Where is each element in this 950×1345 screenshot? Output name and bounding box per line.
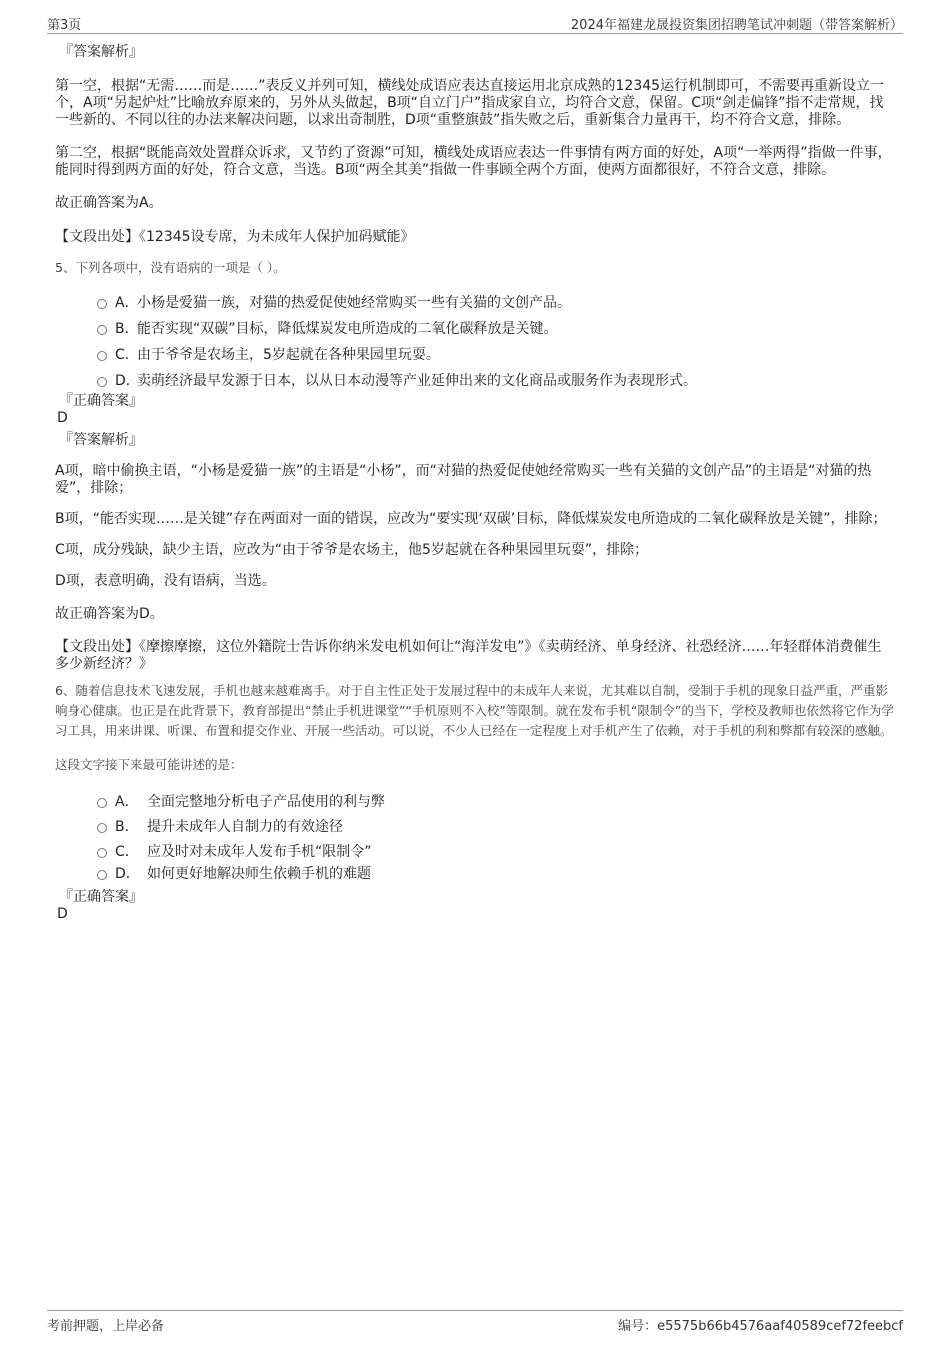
document-body [55, 44, 895, 923]
q5-option-a[interactable]: A．小杨是爱猫一族，对猫的热爱促使她经常购买一些有关猫的文创产品。 [55, 293, 895, 313]
radio-icon[interactable] [97, 870, 107, 880]
radio-icon[interactable] [97, 325, 107, 335]
q4-source: 【文段出处】《12345设专席，为未成年人保护加码赋能》 [55, 229, 415, 245]
q5-analysis-d: D项，表意明确，没有语病，当选。 [55, 573, 276, 589]
q5-analysis-label: 『答案解析』 [59, 432, 143, 448]
q4-analysis-para1: 第一空，根据“无需……而是……”表反义并列可知，横线处成语应表达直接运用北京成熟的12345运行机制即可，不需要再重新设立一个，A项“另起炉灶”比喻放弃原来的，另外从头做起，B项“自立门户”指成家自立，均符合文意，保留。C项“剑走偏锋”指不走常规，找一些新的、不同以往的办法来解决问题，以求出奇制胜，D项“重整旗鼓”指失败之后，重新集合力量再干，均不符合文意，排除。 [55, 78, 885, 128]
q5-option-b[interactable]: B．能否实现“双碳”目标，降低煤炭发电所造成的二氧化碳释放是关键。 [55, 319, 895, 339]
q5-answer: D [57, 410, 68, 426]
document-title: 2024年福建龙晟投资集团招聘笔试冲刺题（带答案解析） [570, 18, 903, 33]
q6-options [55, 792, 895, 884]
page-footer [47, 1310, 903, 1333]
q6-passage: 6、随着信息技术飞速发展，手机也越来越难离手。对于自主性正处于发展过程中的未成年人来说，尤其难以自制，受制于手机的现象日益严重，严重影响身心健康。也正是在此背景下，教育部提出“禁止手机进课堂”“手机原则不入校”等限制。就在发布手机“限制令”的当下，学校及教师也依然将它作为学习工具，用来讲课、听课、布置和提交作业、开展一些活动。可以说，不少人已经在一定程度上对手机产生了依赖，对于手机的利和弊都有较深的感触。 [55, 683, 894, 738]
q4-analysis-label: 『答案解析』 [59, 44, 143, 60]
radio-icon[interactable] [97, 798, 107, 808]
q5-option-c[interactable]: C．由于爷爷是农场主，5岁起就在各种果园里玩耍。 [55, 345, 895, 365]
radio-icon[interactable] [97, 299, 107, 309]
q6-option-c[interactable]: C． 应及时对未成年人发布手机“限制令” [55, 842, 895, 862]
q6-option-b[interactable]: B． 提升未成年人自制力的有效途径 [55, 817, 895, 837]
radio-icon[interactable] [97, 823, 107, 833]
q6-answer: D [57, 906, 68, 922]
radio-icon[interactable] [97, 351, 107, 361]
page-number: 第3页 [47, 18, 82, 33]
q6-option-a[interactable]: A． 全面完整地分析电子产品使用的利与弊 [55, 792, 895, 812]
q6-option-d[interactable]: D． 如何更好地解决师生依赖手机的难题 [55, 864, 895, 884]
q5-option-d[interactable]: D．卖萌经济最早发源于日本，以从日本动漫等产业延伸出来的文化商品或服务作为表现形式。 [55, 371, 895, 391]
q5-answer-label: 『正确答案』 [59, 393, 143, 409]
q6-answer-label: 『正确答案』 [59, 889, 143, 905]
q5-analysis-b: B项，“能否实现……是关键”存在两面对一面的错误，应改为“要实现‘双碳’目标，降低煤炭发电所造成的二氧化碳释放是关键”，排除； [55, 511, 887, 527]
q4-analysis-para2: 第二空，根据“既能高效处置群众诉求，又节约了资源”可知，横线处成语应表达一件事情有两方面的好处，A项“一举两得”指做一件事，能同时得到两方面的好处，符合文意，当选。B项“两全其美”指做一件事顾全两个方面，使两方面都很好，不符合文意，排除。 [55, 145, 892, 178]
radio-icon[interactable] [97, 377, 107, 387]
q5-source: 【文段出处】《摩擦摩擦，这位外籍院士告诉你纳米发电机如何让“海洋发电”》《卖萌经济、单身经济、社恐经济……年轻群体消费催生多少新经济？》 [55, 639, 882, 672]
q5-analysis-a: A项，暗中偷换主语，“小杨是爱猫一族”的主语是“小杨”，而“对猫的热爱促使她经常购买一些有关猫的文创产品”的主语是“对猫的热爱”，排除； [55, 463, 872, 496]
q5-analysis-c: C项，成分残缺，缺少主语，应改为“由于爷爷是农场主，他5岁起就在各种果园里玩耍”，排除； [55, 542, 649, 558]
q5-conclusion: 故正确答案为D。 [55, 606, 164, 622]
q5-question: 5、下列各项中，没有语病的一项是（ ）。 [55, 260, 286, 275]
page-header [47, 13, 903, 34]
radio-icon[interactable] [97, 848, 107, 858]
document-id: 编号：e5575b66b4576aaf40589cef72feebcf [618, 1319, 903, 1334]
q5-options [55, 293, 895, 391]
footer-slogan: 考前押题，上岸必备 [47, 1319, 165, 1334]
q6-question: 这段文字接下来最可能讲述的是： [55, 757, 243, 772]
q4-conclusion: 故正确答案为A。 [55, 195, 163, 211]
